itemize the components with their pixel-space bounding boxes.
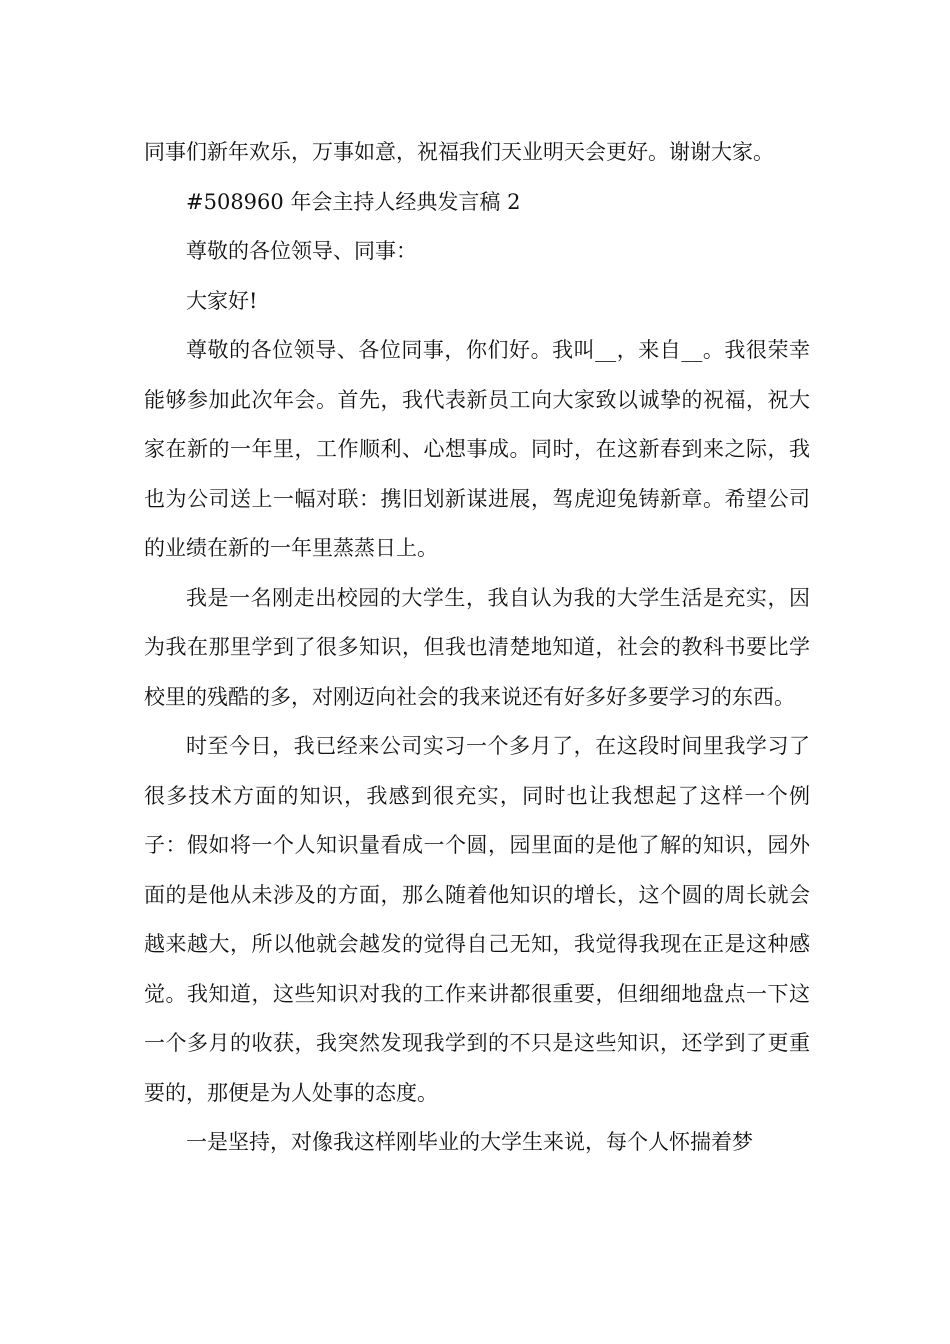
paragraph-introduction: 尊敬的各位领导、各位同事，你们好。我叫__，来自__。我很荣幸能够参加此次年会。首先，我代表新员工向大家致以诚挚的祝福，祝大家在新的一年里，工作顺利、心想事成。同时，在这新春到来之际，我也为公司送上一幅对联：携旧划新谋进展，驾虎迎兔铸新章。希望公司的业绩在新的一年里蒸蒸日上。 <box>144 338 810 560</box>
paragraph-persistence: 一是坚持，对像我这样刚毕业的大学生来说，每个人怀揣着梦 <box>186 1130 753 1154</box>
paragraph-closing-line: 同事们新年欢乐，万事如意，祝福我们天业明天会更好。谢谢大家。 <box>144 140 774 164</box>
paragraph-greeting: 大家好! <box>186 288 258 313</box>
paragraph-student: 我是一名刚走出校园的大学生，我自认为我的大学生活是充实，因为我在那里学到了很多知识，但我也清楚地知道，社会的教科书要比学校里的残酷的多，对刚迈向社会的我来说还有好多好多要学习的东西。 <box>144 585 810 709</box>
document-body <box>144 128 810 1168</box>
paragraph-salutation: 尊敬的各位领导、同事： <box>186 239 417 263</box>
paragraph-internship: 时至今日，我已经来公司实习一个多月了，在这段时间里我学习了很多技术方面的知识，我感到很充实，同时也让我想起了这样一个例子：假如将一个人知识量看成一个圆，园里面的是他了解的知识，园外面的是他从未涉及的方面，那么随着他知识的增长，这个圆的周长就会越来越大，所以他就会越发的觉得自己无知，我觉得我现在正是这种感觉。我知道，这些知识对我的工作来讲都很重要，但细细地盘点一下这一个多月的收获，我突然发现我学到的不只是这些知识，还学到了更重要的，那便是为人处事的态度。 <box>144 734 810 1105</box>
paragraph-heading: #508960 年会主持人经典发言稿 2 <box>186 189 521 214</box>
